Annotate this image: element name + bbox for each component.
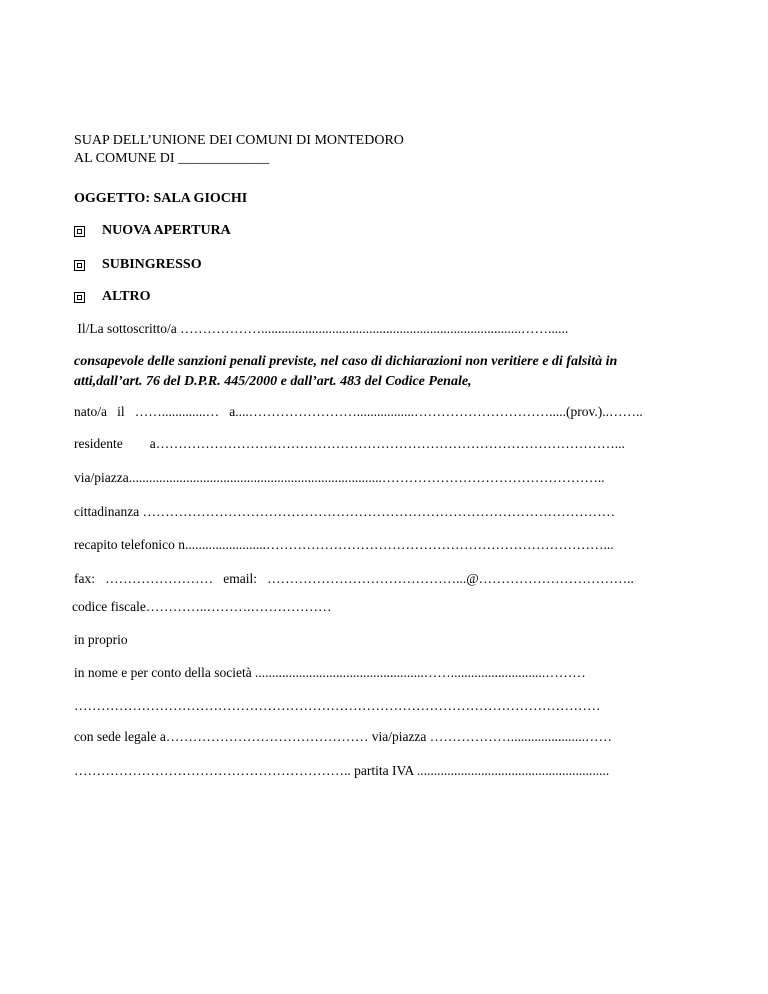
- awareness-statement: consapevole delle sanzioni penali previste, nel caso di dichiarazioni non veritiere e di falsità in atti,dall’art. 76 del D.P.R. 445/2000 e dall’art. 483 del Codice Penale,: [74, 354, 618, 389]
- tax-code-field[interactable]: codice fiscale…………..……….………………: [72, 599, 332, 614]
- company-field[interactable]: in nome e per conto della società ..................................................……............................………: [74, 665, 586, 680]
- checkbox-icon[interactable]: [74, 226, 85, 237]
- recipient-line-1: SUAP DELL’UNIONE DEI COMUNI DI MONTEDORO: [74, 133, 404, 148]
- company-continuation-field[interactable]: ………………………………………………………………………………………………………: [74, 698, 601, 713]
- option-label: ALTRO: [102, 289, 151, 304]
- phone-field[interactable]: recapito telefonico n........................…………………………………………………………………...: [74, 537, 614, 552]
- option-label: NUOVA APERTURA: [102, 223, 231, 238]
- street-field[interactable]: via/piazza...........................................................................…………………………………………..: [74, 470, 605, 485]
- citizenship-field[interactable]: cittadinanza ……………………………………………………………………………………………: [74, 504, 616, 519]
- vat-field[interactable]: …………………………………………………….. partita IVA .........................................................: [74, 763, 610, 778]
- checkbox-icon[interactable]: [74, 260, 85, 271]
- fax-email-field[interactable]: fax: …………………… email: ……………………………………...@……………………………..: [74, 571, 634, 586]
- option-other[interactable]: [74, 288, 151, 306]
- birth-field[interactable]: nato/a il …….............… a....…………………….................………………………….....(prov.)..……..: [74, 404, 643, 419]
- subject-title: OGGETTO: SALA GIOCHI: [74, 191, 248, 206]
- legal-seat-field[interactable]: con sede legale a……………………………………… via/piazza ………………......................……: [74, 729, 613, 744]
- checkbox-icon[interactable]: [74, 292, 85, 303]
- undersigned-field[interactable]: Il/La sottoscritto/a ……………….............................................................................……......: [74, 321, 569, 336]
- option-takeover[interactable]: [74, 256, 202, 274]
- option-new-opening[interactable]: [74, 222, 231, 240]
- own-behalf-label: in proprio: [74, 632, 128, 647]
- recipient-line-2: AL COMUNE DI _____________: [74, 151, 270, 166]
- residence-field[interactable]: residente a…………………………………………………………………………………………...: [74, 436, 625, 451]
- option-label: SUBINGRESSO: [102, 257, 202, 272]
